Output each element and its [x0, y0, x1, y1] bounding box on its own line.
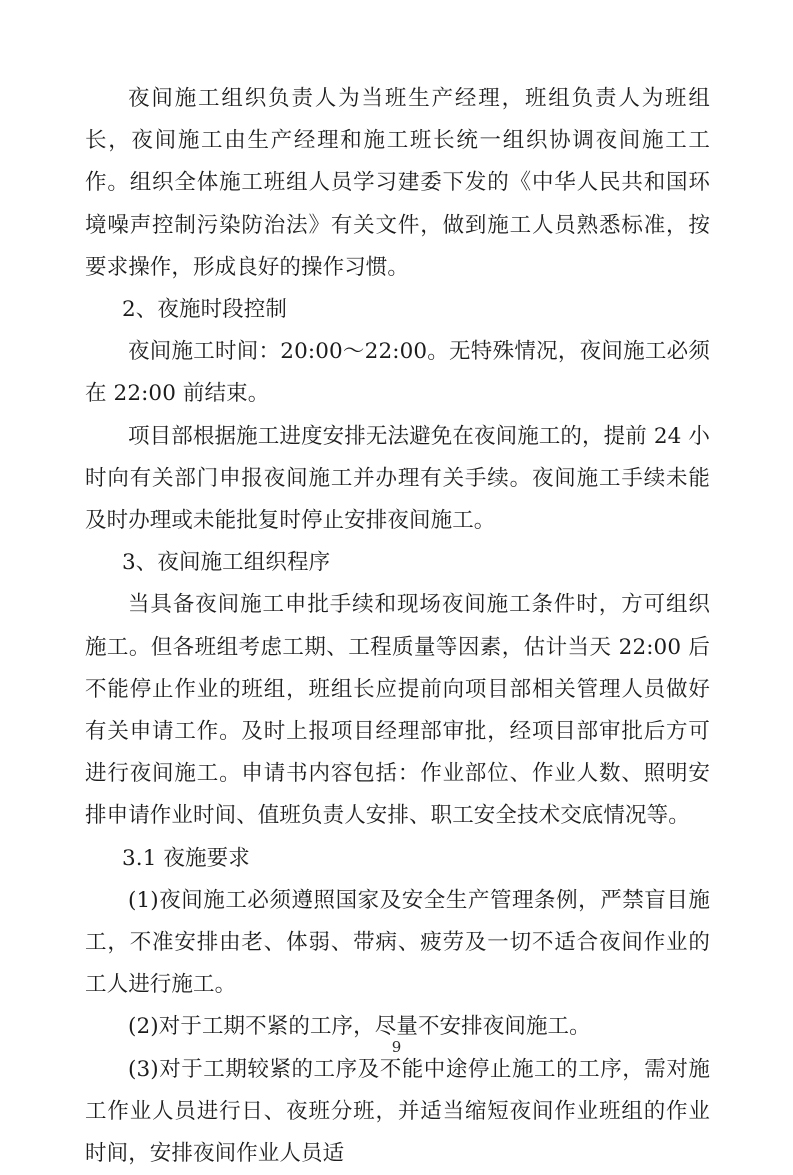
paragraph-night-construction-leadership: 夜间施工组织负责人为当班生产经理，班组负责人为班组长，夜间施工由生产经理和施工班长统一组织协调夜间施工工作。组织全体施工班组人员学习建委下发的《中华人民共和国环境噪声控制污染防治法》有关文件，做到施工人员熟悉标准，按要求操作，形成良好的操作习惯。 [85, 86, 710, 280]
heading-section-2: 2、夜施时段控制 [122, 297, 287, 323]
paragraph-advance-application: 项目部根据施工进度安排无法避免在夜间施工的，提前 24 小时向有关部门申报夜间施工并办理有关手续。夜间施工手续未能及时办理或未能批复时停止安排夜间施工。 [85, 423, 710, 534]
list-item-requirement-2: (2)对于工期不紧的工序，尽量不安排夜间施工。 [128, 1014, 591, 1040]
list-item-requirement-1: (1)夜间施工必须遵照国家及安全生产管理条例，严禁盲目施工，不准安排由老、体弱、带病、疲劳及一切不适合夜间作业的工人进行施工。 [85, 887, 710, 998]
page-number: 9 [391, 1038, 402, 1056]
document-body [85, 78, 710, 1175]
heading-section-3: 3、夜间施工组织程序 [122, 550, 331, 576]
heading-section-3-1: 3.1 夜施要求 [122, 845, 250, 871]
paragraph-organization-procedure: 当具备夜间施工申批手续和现场夜间施工条件时，方可组织施工。但各班组考虑工期、工程质量等因素，估计当天 22:00 后不能停止作业的班组，班组长应提前向项目部相关管理人员做好有关申请工作。及时上报项目经理部审批，经项目部审批后方可进行夜间施工。申请书内容包括：作业部位、作业人数、照明安排申请作业时间、值班负责人安排、职工安全技术交底情况等。 [85, 592, 710, 829]
list-item-requirement-3: (3)对于工期较紧的工序及不能中途停止施工的工序，需对施工作业人员进行日、夜班分班，并适当缩短夜间作业班组的作业时间，安排夜间作业人员适 [85, 1056, 710, 1167]
paragraph-night-construction-hours: 夜间施工时间：20:00～22:00。无特殊情况，夜间施工必须在 22:00 前结束。 [85, 339, 710, 407]
